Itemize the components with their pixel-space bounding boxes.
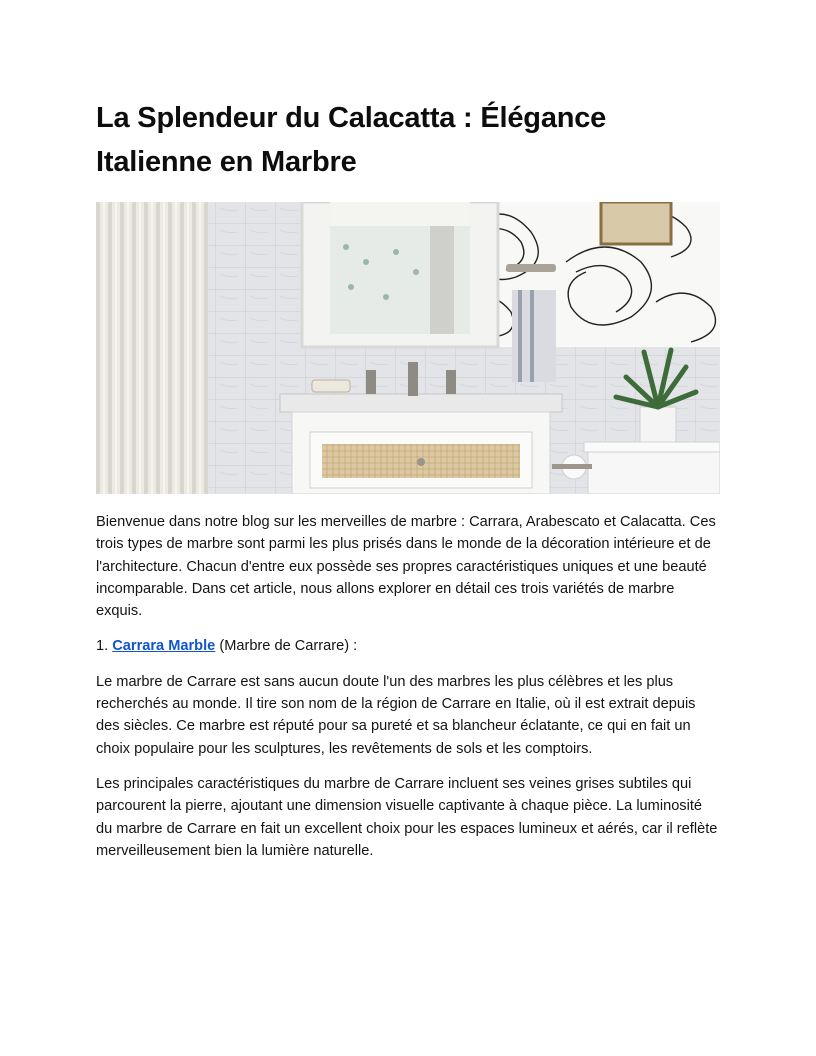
list-number: 1.: [96, 638, 109, 655]
article-title: La Splendeur du Calacatta : Élégance Italienne en Marbre: [96, 102, 607, 178]
intro-paragraph: Bienvenue dans notre blog sur les merveilles de marbre : Carrara, Arabescato et Calacatta. Ces trois types de marbre sont parmi les plus prisés dans le monde de la décoration intérieure et de l'architecture. Chacun d'entre eux possède ses propres caractéristiques uniques et une beauté incomparable. Dans cet article, nous allons explorer en détail ces trois variétés de marbre exquis.: [96, 514, 716, 620]
carrara-marble-link[interactable]: Carrara Marble: [112, 638, 216, 655]
list-item-suffix: (Marbre de Carrare) :: [219, 638, 358, 655]
carrara-paragraph-1: Le marbre de Carrare est sans aucun doute l'un des marbres les plus célèbres et les plus recherchés au monde. Il tire son nom de la région de Carrare en Italie, où il est extrait depuis des siècles. Ce marbre est réputé pour sa pureté et sa blancheur éclatante, ce qui en fait un choix populaire pour les sculptures, les revêtements de sols et les comptoirs.: [96, 673, 696, 757]
list-item-carrara: [96, 635, 720, 657]
document-page: [96, 96, 720, 862]
bathroom-hero-image: [96, 202, 720, 494]
carrara-paragraph-2: Les principales caractéristiques du marbre de Carrare incluent ses veines grises subtiles qui parcourent la pierre, ajoutant une dimension visuelle captivante à chaque pièce. La luminosité du marbre de Carrare en fait un excellent choix pour les espaces lumineux et aérés, car il reflète merveilleusement bien la lumière naturelle.: [96, 775, 718, 859]
